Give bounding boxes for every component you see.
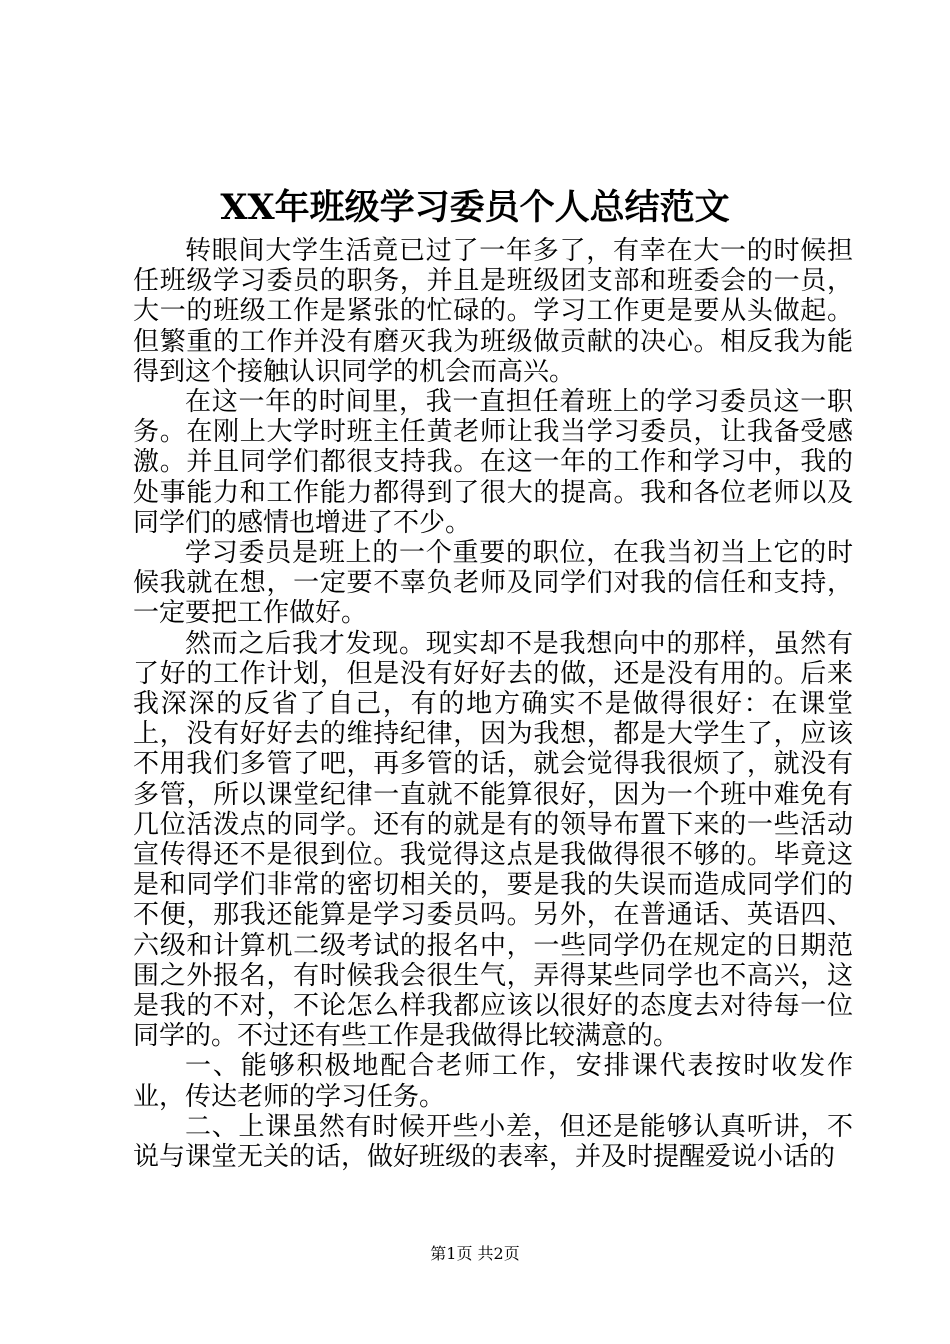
paragraph: 一、能够积极地配合老师工作，安排课代表按时收发作业，传达老师的学习任务。 xyxy=(133,1051,853,1112)
paragraph: 学习委员是班上的一个重要的职位，在我当初当上它的时候我就在想，一定要不辜负老师及同学们对我的信任和支持，一定要把工作做好。 xyxy=(133,538,853,629)
document-body xyxy=(133,236,853,1172)
paragraph: 在这一年的时间里，我一直担任着班上的学习委员这一职务。在刚上大学时班主任黄老师让我当学习委员，让我备受感激。并且同学们都很支持我。在这一年的工作和学习中，我的处事能力和工作能力都得到了很大的提高。我和各位老师以及同学们的感情也增进了不少。 xyxy=(133,387,853,538)
page-number-footer: 第1页 共2页 xyxy=(430,1244,520,1263)
paragraph: 转眼间大学生活竟已过了一年多了，有幸在大一的时候担任班级学习委员的职务，并且是班级团支部和班委会的一员，大一的班级工作是紧张的忙碌的。学习工作更是要从头做起。但繁重的工作并没有磨灭我为班级做贡献的决心。相反我为能得到这个接触认识同学的机会而高兴。 xyxy=(133,236,853,387)
document-title: XX年班级学习委员个人总结范文 xyxy=(220,187,730,228)
paragraph: 然而之后我才发现。现实却不是我想向中的那样，虽然有了好的工作计划，但是没有好好去的做，还是没有用的。后来我深深的反省了自己，有的地方确实不是做得很好：在课堂上，没有好好去的维持纪律，因为我想，都是大学生了，应该不用我们多管了吧，再多管的话，就会觉得我很烦了，就没有多管，所以课堂纪律一直就不能算很好，因为一个班中难免有几位活泼点的同学。还有的就是有的领导布置下来的一些活动宣传得还不是很到位。我觉得这点是我做得很不够的。毕竟这是和同学们非常的密切相关的，要是我的失误而造成同学们的不便，那我还能算是学习委员吗。另外，在普通话、英语四、六级和计算机二级考试的报名中，一些同学仍在规定的日期范围之外报名，有时候我会很生气，弄得某些同学也不高兴，这是我的不对，不论怎么样我都应该以很好的态度去对待每一位同学的。不过还有些工作是我做得比较满意的。 xyxy=(133,628,853,1052)
paragraph: 二、上课虽然有时候开些小差，但还是能够认真听讲，不说与课堂无关的话，做好班级的表率，并及时提醒爱说小话的 xyxy=(133,1111,853,1173)
